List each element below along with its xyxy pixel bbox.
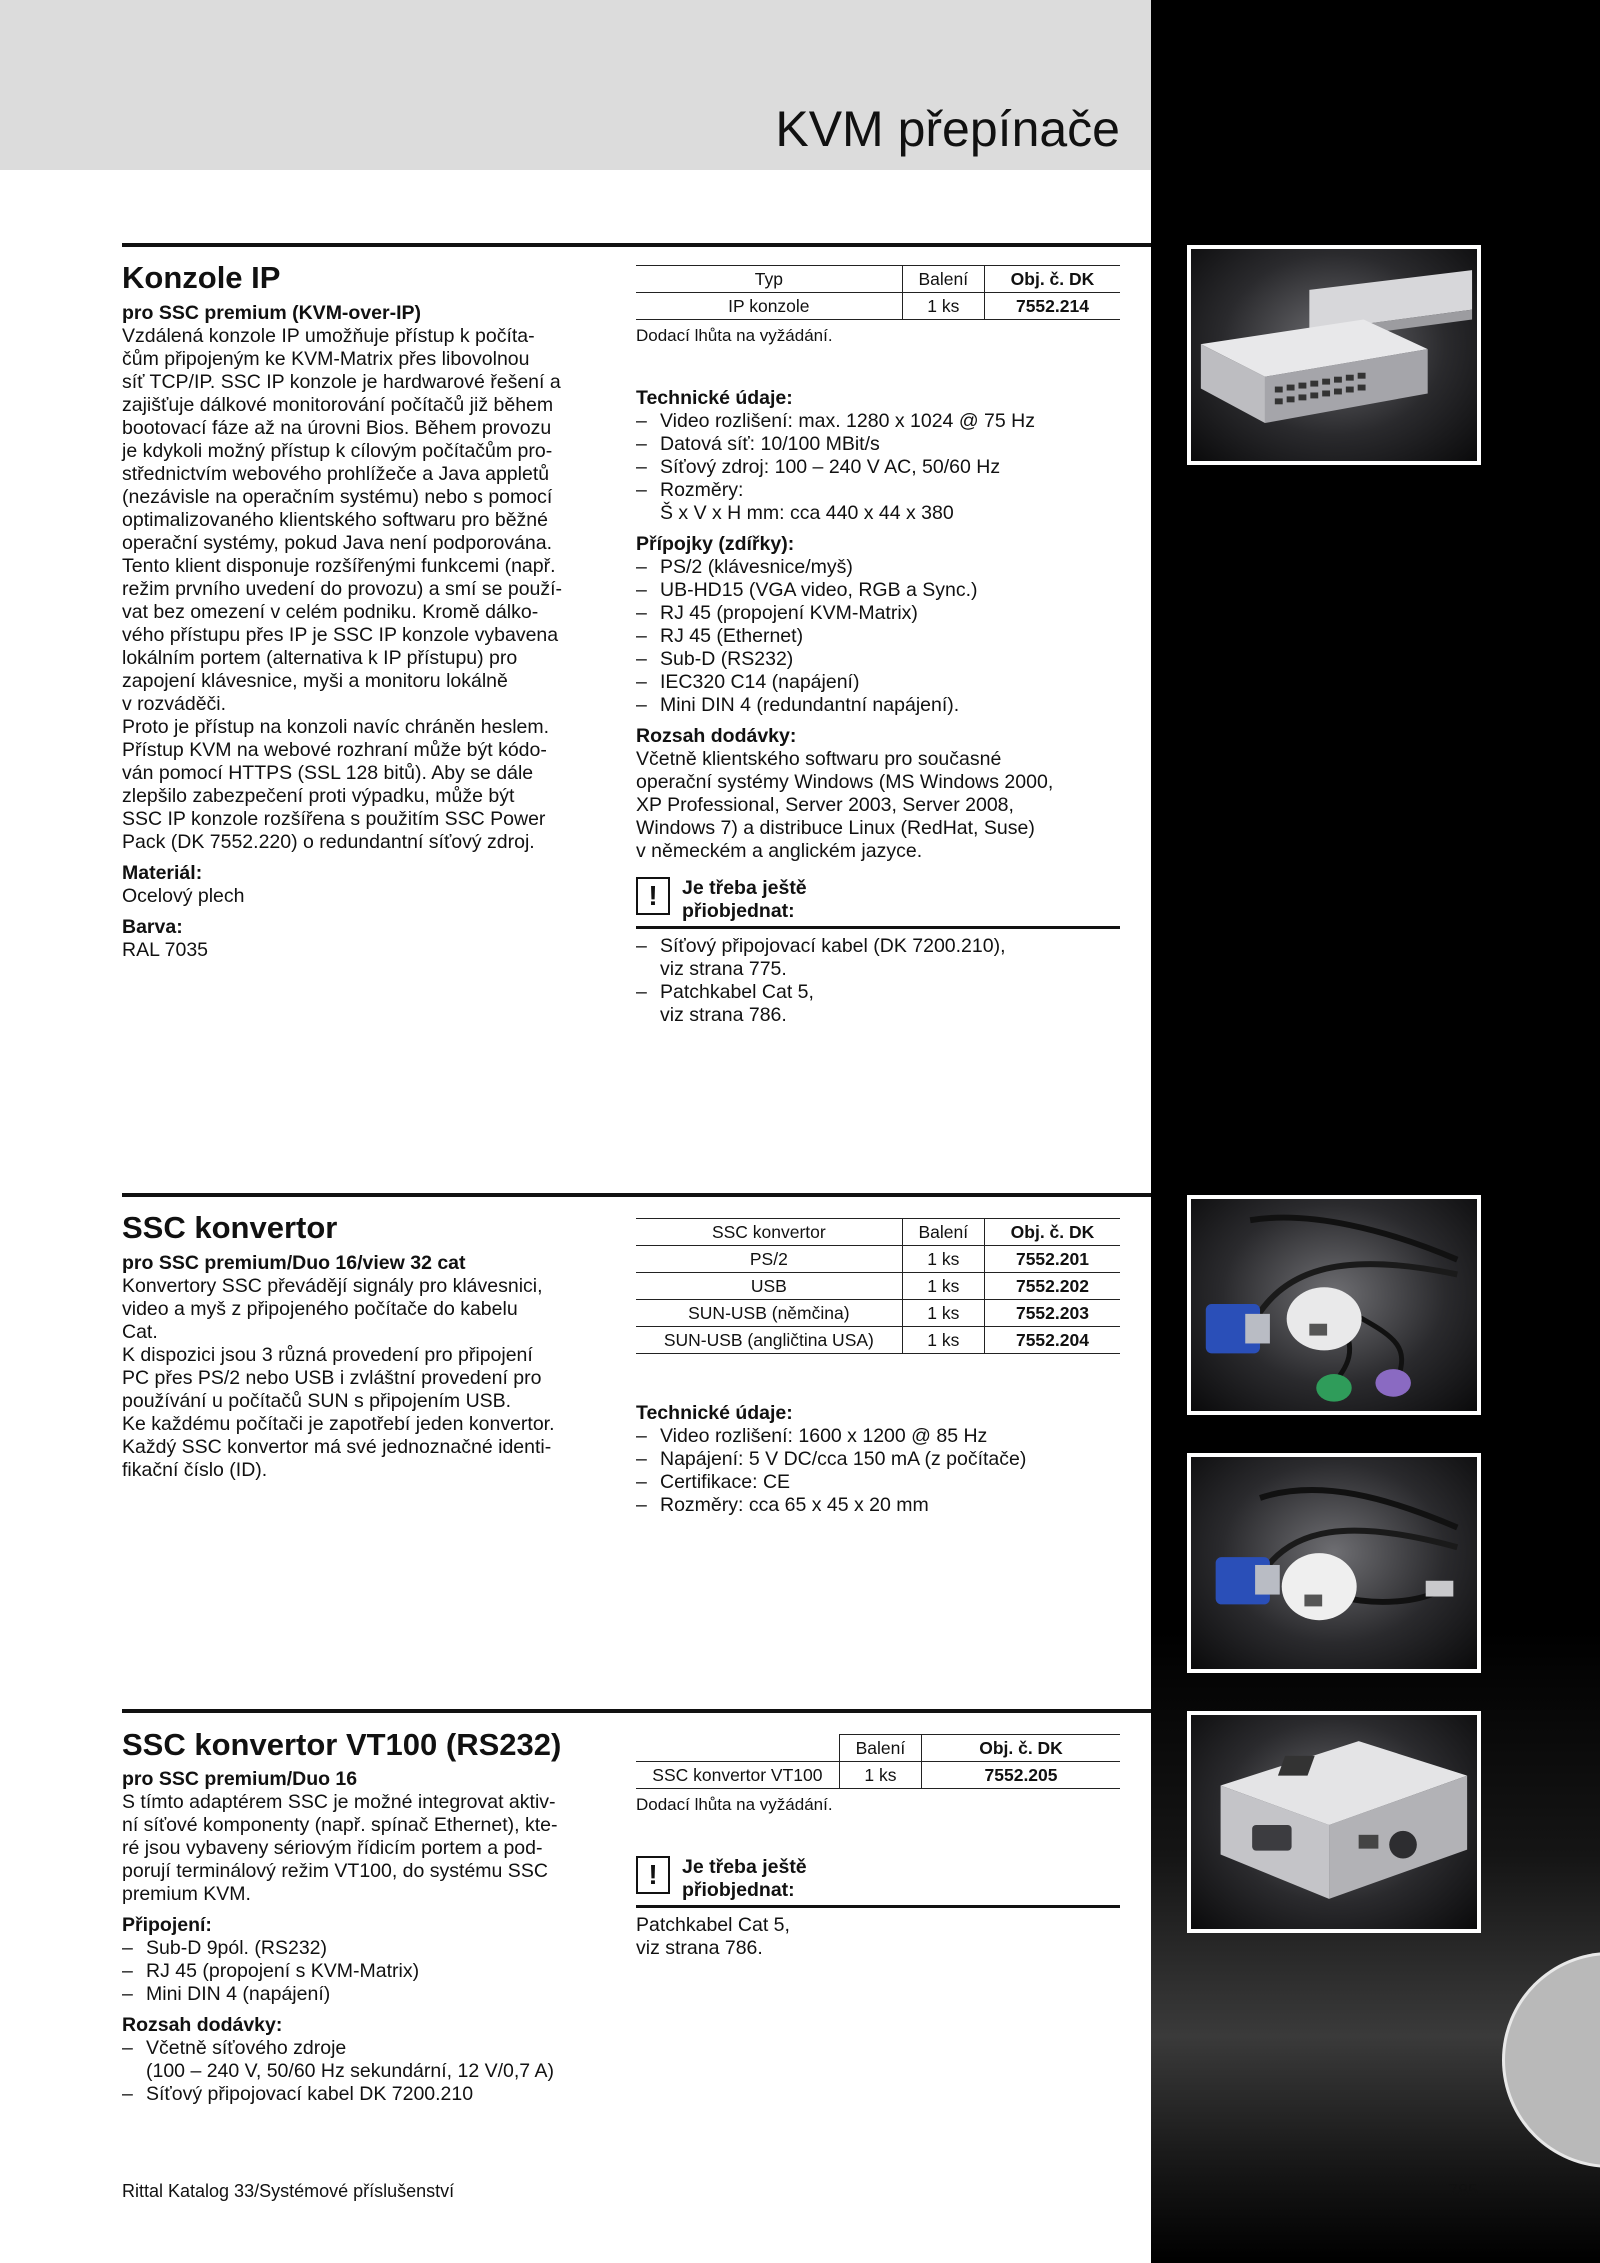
table-header-row <box>636 266 1120 293</box>
order-also-label <box>682 1856 807 1902</box>
color-label: Barva: <box>122 916 183 938</box>
text-line: PC přes PS/2 nebo USB i zvláštní provedení pro <box>122 1367 542 1389</box>
ps2-converter-illustration <box>1191 1199 1477 1411</box>
ssc-converter-description <box>122 1252 612 1482</box>
text-line: ré jsou vybaveny sériovým řídicím portem a pod- <box>122 1837 543 1859</box>
exclamation-icon: ! <box>636 877 670 915</box>
color-value: RAL 7035 <box>122 939 209 961</box>
dimensions-value: Š x V x H mm: cca 440 x 44 x 380 <box>660 502 954 524</box>
ip-console-description <box>122 302 612 962</box>
tech-list <box>636 1425 1126 1517</box>
list-item: – PS/2 (klávesnice/myš) <box>636 556 1126 579</box>
list-item: – Certifikace: CE <box>636 1471 1126 1494</box>
text-line: XP Professional, Server 2003, Server 2008, <box>636 794 1014 816</box>
table-cell: USB <box>636 1273 902 1300</box>
page-number: 785 <box>1448 2181 1479 2201</box>
text-line: viz strana 775. <box>660 958 787 980</box>
material-value: Ocelový plech <box>122 885 245 907</box>
ip-console-text <box>122 325 612 854</box>
table-cell: 1 ks <box>902 1300 984 1327</box>
text-line: (100 – 240 V, 50/60 Hz sekundární, 12 V/0,7 A) <box>146 2060 554 2082</box>
scope-text <box>636 748 1126 863</box>
vt100-order-table <box>636 1734 1120 1789</box>
ip-console-subtitle: pro SSC premium (KVM-over-IP) <box>122 302 422 324</box>
text-line: zlepšilo zabezpečení proti výpadku, může být <box>122 785 515 807</box>
text-line: fikační číslo (ID). <box>122 1459 268 1481</box>
text-line: S tímto adaptérem SSC je možné integrovat aktiv- <box>122 1791 556 1813</box>
table-cell: SUN-USB (angličtina USA) <box>636 1327 902 1354</box>
text-line: – Patchkabel Cat 5, <box>660 981 814 1003</box>
ssc-converter-usb-photo <box>1187 1453 1481 1673</box>
page-title: KVM přepínače <box>775 101 1120 157</box>
text-line: optimalizovaného klientského softwaru pro běžné <box>122 509 549 531</box>
section-rule-2 <box>122 1193 1151 1197</box>
list-item: – Video rozlišení: 1600 x 1200 @ 85 Hz <box>636 1425 1126 1448</box>
exclamation-icon: ! <box>636 1856 670 1894</box>
table-header-cell: Balení <box>839 1735 921 1762</box>
text-line: video a myš z připojeného počítače do kabelu <box>122 1298 518 1320</box>
order-also-notice <box>636 1856 1120 1908</box>
ports-label: Přípojky (zdířky): <box>636 533 795 555</box>
table-cell: 1 ks <box>902 1273 984 1300</box>
table-row <box>636 1762 1120 1789</box>
vt100-converter-specs <box>636 1734 1126 1960</box>
table-header-cell: Balení <box>902 266 984 293</box>
text-line: Ke každému počítači je zapotřebí jeden konvertor. <box>122 1413 555 1435</box>
text-line: ní síťové komponenty (např. spínač Ethernet), kte- <box>122 1814 558 1836</box>
table-row <box>636 1300 1120 1327</box>
text-line: premium KVM. <box>122 1883 251 1905</box>
ports-list <box>636 556 1126 717</box>
connection-list <box>122 1937 612 2006</box>
text-line: Pack (DK 7552.220) o redundantní síťový zdroj. <box>122 831 535 853</box>
text-line: v rozváděči. <box>122 693 227 715</box>
ssc-converter-subtitle: pro SSC premium/Duo 16/view 32 cat <box>122 1252 466 1274</box>
list-item: – Sub-D (RS232) <box>636 648 1126 671</box>
vt100-converter-illustration <box>1191 1715 1477 1929</box>
order-also-label <box>682 877 807 923</box>
scope-label: Rozsah dodávky: <box>122 2014 283 2036</box>
text-line: režim prvního uvedení do provozu) a smí se použí- <box>122 578 563 600</box>
tech-label: Technické údaje: <box>636 1402 793 1424</box>
section-rule-3 <box>122 1709 1151 1713</box>
tech-label: Technické údaje: <box>636 387 793 409</box>
delivery-note: Dodací lhůta na vyžádání. <box>636 326 833 345</box>
text-line: bootovací fáze až na úrovni Bios. Během provozu <box>122 417 552 439</box>
tech-list <box>636 410 1126 502</box>
text-line: Včetně klientského softwaru pro současné <box>636 748 1002 770</box>
table-cell: SUN-USB (němčina) <box>636 1300 902 1327</box>
text-line: v německém a anglickém jazyce. <box>636 840 923 862</box>
table-header-cell: Typ <box>636 266 902 293</box>
table-cell: 1 ks <box>902 1327 984 1354</box>
text-line: Je třeba ještě <box>682 1856 807 1878</box>
section-title-ssc-converter: SSC konvertor <box>122 1210 338 1245</box>
section-title-ip-console: Konzole IP <box>122 260 281 295</box>
scope-list <box>122 2037 612 2106</box>
vt100-converter-photo <box>1187 1711 1481 1933</box>
table-header-cell: SSC konvertor <box>636 1219 902 1246</box>
text-line: – Síťový připojovací kabel (DK 7200.210), <box>660 935 1006 957</box>
list-item <box>122 2037 612 2083</box>
usb-converter-illustration <box>1191 1457 1477 1669</box>
list-item: – RJ 45 (Ethernet) <box>636 625 1126 648</box>
list-item: – Rozměry: <box>636 479 1126 502</box>
vt100-converter-description <box>122 1768 612 2106</box>
scope-label: Rozsah dodávky: <box>636 725 797 747</box>
text-line: Přístup KVM na webové rozhraní může být kódo- <box>122 739 547 761</box>
ssc-converter-order-table <box>636 1218 1120 1354</box>
vt100-subtitle: pro SSC premium/Duo 16 <box>122 1768 358 1790</box>
text-line: Proto je přístup na konzoli navíc chráněn heslem. <box>122 716 550 738</box>
text-line: zapojení klávesnice, myši a monitoru lokálně <box>122 670 508 692</box>
list-item: – Sub-D 9pól. (RS232) <box>122 1937 612 1960</box>
table-cell: 7552.201 <box>984 1246 1120 1273</box>
text-line: přiobjednat: <box>682 900 795 922</box>
list-item <box>636 935 1126 981</box>
ssc-converter-ps2-photo <box>1187 1195 1481 1415</box>
text-line: – Včetně síťového zdroje <box>146 2037 347 2059</box>
table-row <box>636 1273 1120 1300</box>
text-line: operační systémy Windows (MS Windows 2000, <box>636 771 1054 793</box>
text-line: Windows 7) a distribuce Linux (RedHat, Suse) <box>636 817 1035 839</box>
text-line: zajišťuje dálkové monitorování počítačů již během <box>122 394 554 416</box>
text-line: K dispozici jsou 3 různá provedení pro připojení <box>122 1344 533 1366</box>
table-cell: SSC konvertor VT100 <box>636 1762 839 1789</box>
list-item: – Rozměry: cca 65 x 45 x 20 mm <box>636 1494 1126 1517</box>
text-line: Konvertory SSC převádějí signály pro klávesnici, <box>122 1275 543 1297</box>
table-cell: 1 ks <box>902 1246 984 1273</box>
text-line: porují terminálový režim VT100, do systému SSC <box>122 1860 548 1882</box>
list-item: – Video rozlišení: max. 1280 x 1024 @ 75 Hz <box>636 410 1126 433</box>
table-header-cell: Balení <box>902 1219 984 1246</box>
list-item <box>636 981 1126 1027</box>
text-line: Je třeba ještě <box>682 877 807 899</box>
text-line: vého přístupu přes IP je SSC IP konzole vybavena <box>122 624 559 646</box>
ssc-converter-specs <box>636 1218 1126 1517</box>
list-item: – Síťový připojovací kabel DK 7200.210 <box>122 2083 612 2106</box>
table-header-row <box>636 1219 1120 1246</box>
table-cell: 1 ks <box>902 293 984 320</box>
list-item: – Napájení: 5 V DC/cca 150 mA (z počítače) <box>636 1448 1126 1471</box>
delivery-note: Dodací lhůta na vyžádání. <box>636 1795 833 1814</box>
table-row <box>636 1327 1120 1354</box>
text-line: Vzdálená konzole IP umožňuje přístup k počíta- <box>122 325 535 347</box>
connection-label: Připojení: <box>122 1914 212 1936</box>
ip-console-specs <box>636 265 1126 1027</box>
table-header-cell: Obj. č. DK <box>984 1219 1120 1246</box>
table-header-cell <box>636 1735 839 1762</box>
text-line: Cat. <box>122 1321 158 1343</box>
table-cell: 1 ks <box>839 1762 921 1789</box>
table-row <box>636 293 1120 320</box>
text-line: vat bez omezení v celém podniku. Kromě dálko- <box>122 601 539 623</box>
table-header-cell: Obj. č. DK <box>922 1735 1120 1762</box>
footer-catalog: Rittal Katalog 33/Systémové příslušenství <box>122 2181 455 2201</box>
list-item: – Datová síť: 10/100 MBit/s <box>636 433 1126 456</box>
material-label: Materiál: <box>122 862 203 884</box>
text-line: Patchkabel Cat 5, <box>636 1914 790 1936</box>
list-item: – RJ 45 (propojení s KVM-Matrix) <box>122 1960 612 1983</box>
ip-console-order-table <box>636 265 1120 320</box>
table-header-row <box>636 1735 1120 1762</box>
order-also-notice <box>636 877 1120 929</box>
table-cell: 7552.205 <box>922 1762 1120 1789</box>
order-also-list <box>636 935 1126 1027</box>
text-line: používání u počítačů SUN s připojením USB. <box>122 1390 512 1412</box>
text-line: střednictvím webového prohlížeče a Java appletů <box>122 463 550 485</box>
text-line: SSC IP konzole rozšířena s použitím SSC Power <box>122 808 546 830</box>
text-line: je kdykoli možný přístup k cílovým počítačům pro- <box>122 440 553 462</box>
text-line: lokálním portem (alternativa k IP přístupu) pro <box>122 647 518 669</box>
table-cell: 7552.204 <box>984 1327 1120 1354</box>
section-title-vt100-converter: SSC konvertor VT100 (RS232) <box>122 1727 562 1762</box>
list-item: – RJ 45 (propojení KVM-Matrix) <box>636 602 1126 625</box>
text-line: (nezávisle na operačním systému) nebo s pomocí <box>122 486 553 508</box>
table-cell: 7552.202 <box>984 1273 1120 1300</box>
table-cell: PS/2 <box>636 1246 902 1273</box>
text-line: viz strana 786. <box>660 1004 787 1026</box>
table-cell: 7552.214 <box>984 293 1120 320</box>
text-line: ván pomocí HTTPS (SSL 128 bitů). Aby se dále <box>122 762 534 784</box>
text-line: operační systémy, pokud Java není podporována. <box>122 532 552 554</box>
text-line: Každý SSC konvertor má své jednoznačné identi- <box>122 1436 552 1458</box>
table-cell: 7552.203 <box>984 1300 1120 1327</box>
table-row <box>636 1246 1120 1273</box>
order-also-text <box>636 1914 1126 1960</box>
text-line: viz strana 786. <box>636 1937 763 1959</box>
text-line: přiobjednat: <box>682 1879 795 1901</box>
text-line: čům připojeným ke KVM-Matrix přes libovolnou <box>122 348 530 370</box>
ip-console-illustration <box>1191 249 1477 461</box>
text-line: Tento klient disponuje rozšířenými funkcemi (např. <box>122 555 556 577</box>
list-item: – Mini DIN 4 (redundantní napájení). <box>636 694 1126 717</box>
table-header-cell: Obj. č. DK <box>984 266 1120 293</box>
list-item: – UB-HD15 (VGA video, RGB a Sync.) <box>636 579 1126 602</box>
list-item: – Mini DIN 4 (napájení) <box>122 1983 612 2006</box>
table-cell: IP konzole <box>636 293 902 320</box>
list-item: – IEC320 C14 (napájení) <box>636 671 1126 694</box>
ip-console-photo <box>1187 245 1481 465</box>
list-item: – Síťový zdroj: 100 – 240 V AC, 50/60 Hz <box>636 456 1126 479</box>
text-line: síť TCP/IP. SSC IP konzole je hardwarové řešení a <box>122 371 561 393</box>
section-rule-1 <box>122 243 1151 247</box>
